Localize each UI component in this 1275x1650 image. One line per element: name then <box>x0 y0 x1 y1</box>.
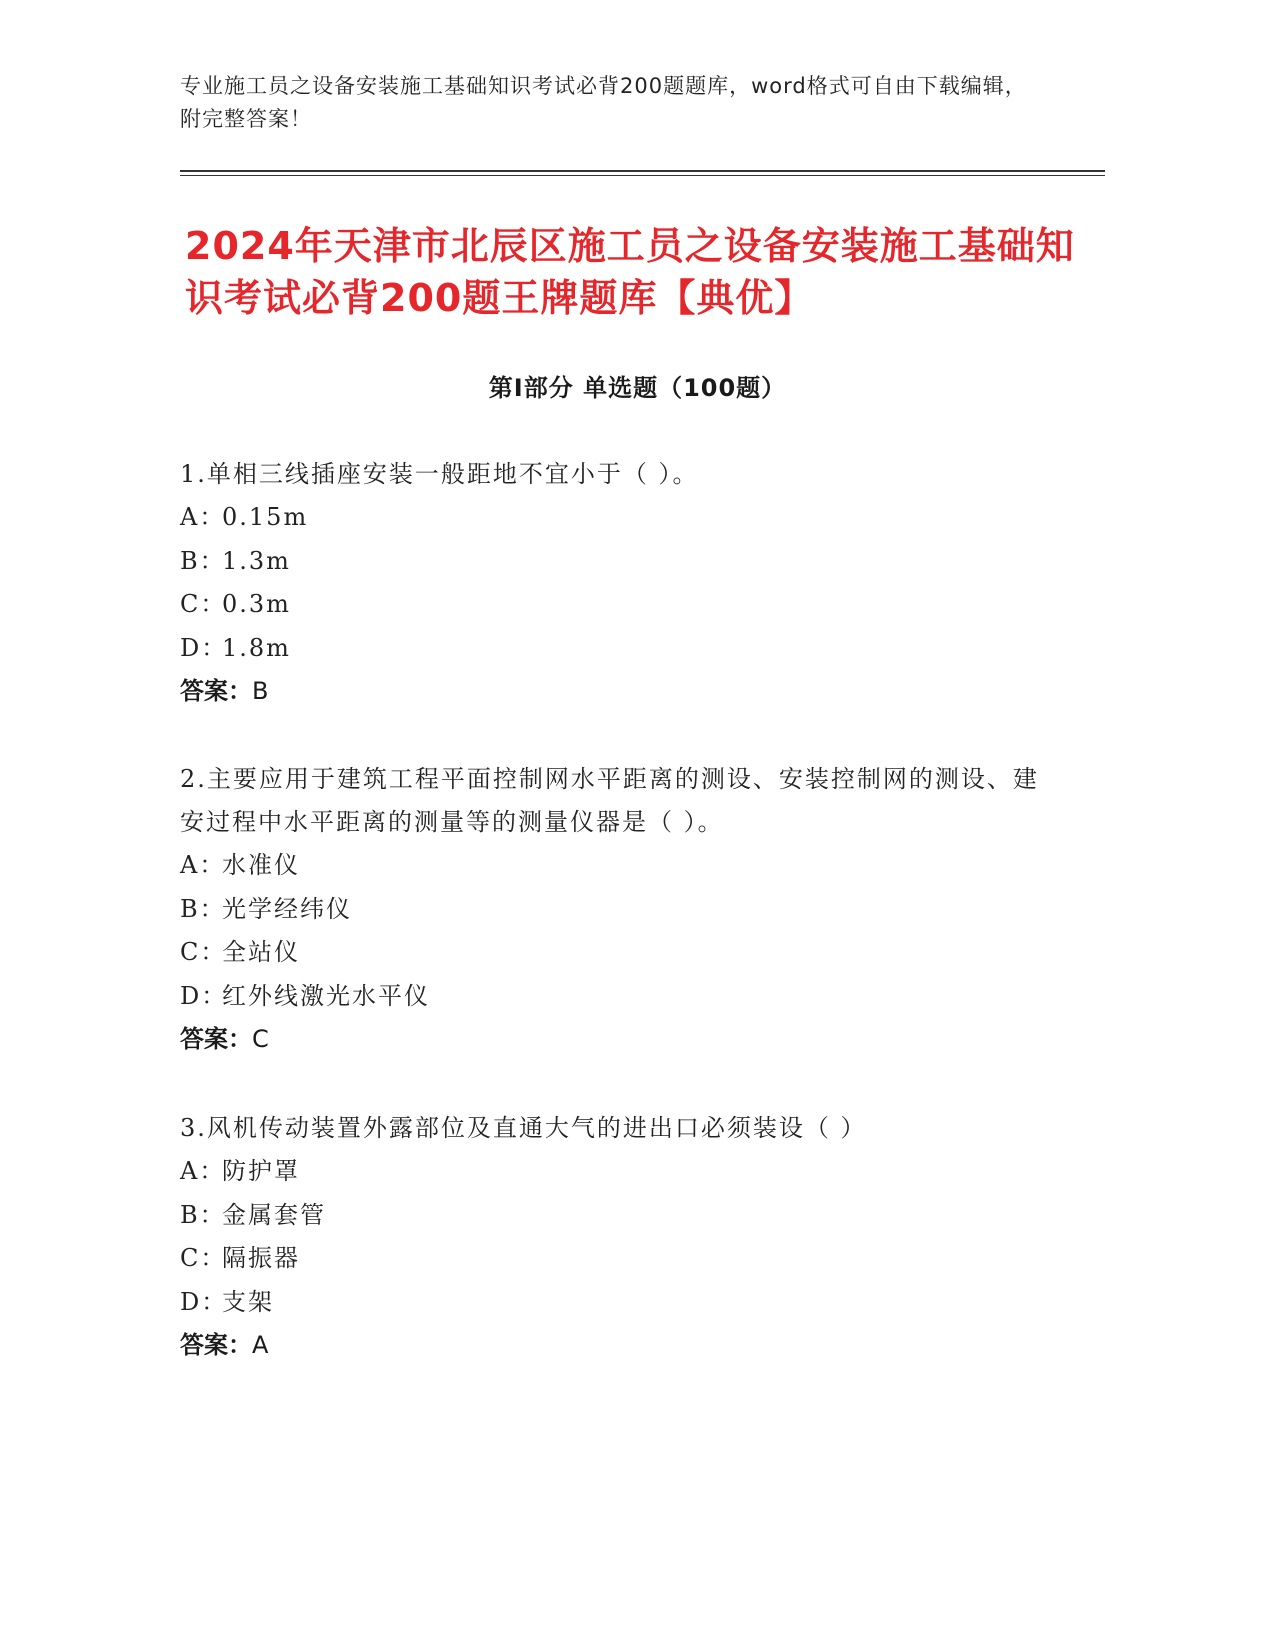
option-key: D： <box>180 633 228 662</box>
answer-line <box>180 1324 1060 1367</box>
option-d <box>180 1281 1060 1325</box>
option-text: 防护罩 <box>222 1157 300 1185</box>
answer-line <box>180 670 1060 713</box>
question-2 <box>180 758 1060 1061</box>
option-d <box>180 975 1060 1019</box>
option-text: 0.3m <box>222 590 291 618</box>
option-key: D： <box>180 981 228 1010</box>
answer-label: 答案： <box>180 1331 252 1359</box>
option-text: 隔振器 <box>222 1244 300 1272</box>
option-b <box>180 888 1060 932</box>
option-text: 1.3m <box>222 546 291 575</box>
option-text: 水准仪 <box>222 851 300 879</box>
option-a <box>180 1150 1060 1194</box>
question-stem: 3.风机传动装置外露部位及直通大气的进出口必须装设（ ） <box>180 1114 867 1142</box>
option-key: C： <box>180 590 227 618</box>
option-a <box>180 844 1060 888</box>
option-key: C： <box>180 1244 227 1272</box>
option-c <box>180 583 1060 627</box>
option-key: A： <box>180 851 226 879</box>
section-heading: 第Ⅰ部分 单选题（100题） <box>488 374 787 402</box>
option-key: A： <box>180 1157 226 1185</box>
header-rule-thick <box>180 170 1105 172</box>
answer-value: A <box>252 1331 269 1359</box>
option-key: B： <box>180 546 226 575</box>
option-c <box>180 931 1060 975</box>
answer-line <box>180 1018 1060 1061</box>
option-text: 0.15m <box>222 503 309 531</box>
question-stem: 1.单相三线插座安装一般距地不宜小于（ ）。 <box>180 460 699 488</box>
answer-value: B <box>252 677 269 705</box>
option-text: 全站仪 <box>222 938 300 966</box>
option-text: 光学经纬仪 <box>222 894 352 923</box>
option-key: A： <box>180 503 226 531</box>
question-stem: 2.主要应用于建筑工程平面控制网水平距离的测设、安装控制网的测设、建安过程中水平距离的测量等的测量仪器是（ ）。 <box>180 765 1039 836</box>
question-1 <box>180 453 1060 713</box>
option-a <box>180 496 1060 540</box>
option-b <box>180 1194 1060 1238</box>
option-text: 金属套管 <box>222 1200 326 1229</box>
question-3 <box>180 1107 1060 1367</box>
option-key: D： <box>180 1287 228 1316</box>
option-key: B： <box>180 894 226 923</box>
header-rule-thin <box>180 175 1105 176</box>
option-key: C： <box>180 938 227 966</box>
answer-value: C <box>252 1025 269 1053</box>
document-title: 2024年天津市北辰区施工员之设备安装施工基础知识考试必背200题王牌题库【典优】 <box>185 224 1075 320</box>
option-c <box>180 1237 1060 1281</box>
option-d <box>180 627 1060 671</box>
option-text: 红外线激光水平仪 <box>222 981 430 1010</box>
option-key: B： <box>180 1200 226 1229</box>
option-b <box>180 540 1060 584</box>
answer-label: 答案： <box>180 677 252 705</box>
option-text: 1.8m <box>222 633 291 662</box>
answer-label: 答案： <box>180 1025 252 1053</box>
option-text: 支架 <box>222 1287 274 1316</box>
header-note: 专业施工员之设备安装施工基础知识考试必背200题题库，word格式可自由下载编辑，附完整答案！ <box>180 74 1027 131</box>
